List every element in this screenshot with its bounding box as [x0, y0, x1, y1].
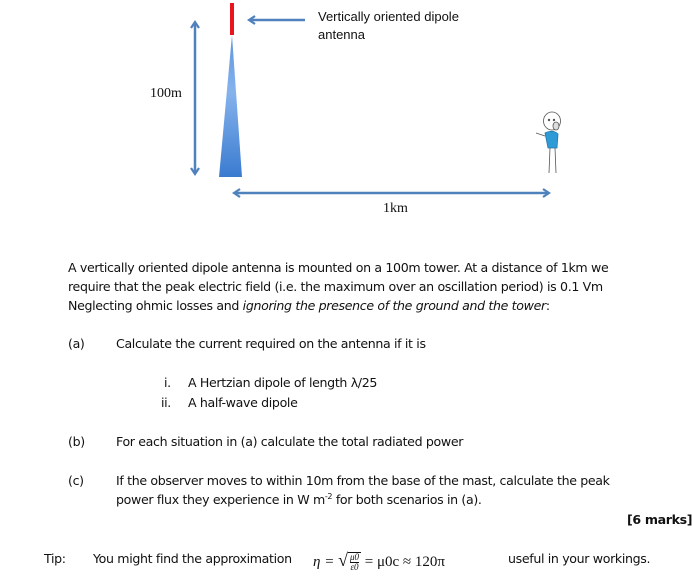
dipole-antenna — [230, 3, 234, 35]
distance-label: 1km — [383, 201, 408, 216]
tower — [219, 35, 242, 177]
marks: [6 marks] — [627, 512, 692, 527]
formula-num: μ0 — [349, 552, 359, 563]
intro-line-1: A vertically oriented dipole antenna is mounted on a 100m tower. At a distance of 1km we — [68, 260, 609, 275]
intro-line-2: require that the peak electric field (i.e. the maximum over an oscillation period) is 0.1 Vm — [68, 279, 603, 294]
height-label: 100m — [150, 86, 182, 101]
sub-ii-text: A half-wave dipole — [188, 395, 298, 410]
sub-i-text: A Hertzian dipole of length λ/25 — [188, 375, 378, 390]
part-c-line-1: If the observer moves to within 10m from the base of the mast, calculate the peak — [116, 473, 610, 488]
sub-ii-label: ii. — [161, 395, 171, 410]
part-b-text: For each situation in (a) calculate the total radiated power — [116, 434, 464, 449]
tip-label: Tip: — [44, 551, 66, 566]
formula-eta: η = — [313, 554, 335, 570]
tip-text-end: useful in your workings. — [508, 551, 651, 566]
impedance-formula: η = √ $\frac{\mu 0}{\varepsilon 0}$ = μ0c ≈ 120π — [313, 550, 445, 573]
part-a-text: Calculate the current required on the antenna if it is — [116, 336, 426, 351]
intro-emphasis: ignoring the presence of the ground and the tower — [242, 298, 546, 313]
part-b-label: (b) — [68, 434, 85, 449]
part-a-label: (a) — [68, 336, 85, 351]
exponent: -2 — [324, 492, 333, 501]
observer-figure — [536, 112, 561, 173]
antenna-label-2: antenna — [318, 27, 365, 42]
formula-rest: = μ0c ≈ 120π — [364, 554, 445, 570]
intro-colon: : — [545, 298, 550, 313]
part-c-text: power flux they experience in W m — [116, 492, 325, 507]
intro-text: Neglecting ohmic losses and — [68, 298, 243, 313]
part-c-line-2 — [116, 492, 482, 508]
sub-i-label: i. — [164, 375, 171, 390]
intro-line-3 — [68, 298, 550, 314]
antenna-label: Vertically oriented dipole — [318, 9, 459, 24]
part-c-label: (c) — [68, 473, 84, 488]
tip-text: You might find the approximation — [93, 551, 292, 566]
part-c-text-end: for both scenarios in (a). — [332, 492, 482, 507]
formula-den: ε0 — [350, 562, 359, 573]
